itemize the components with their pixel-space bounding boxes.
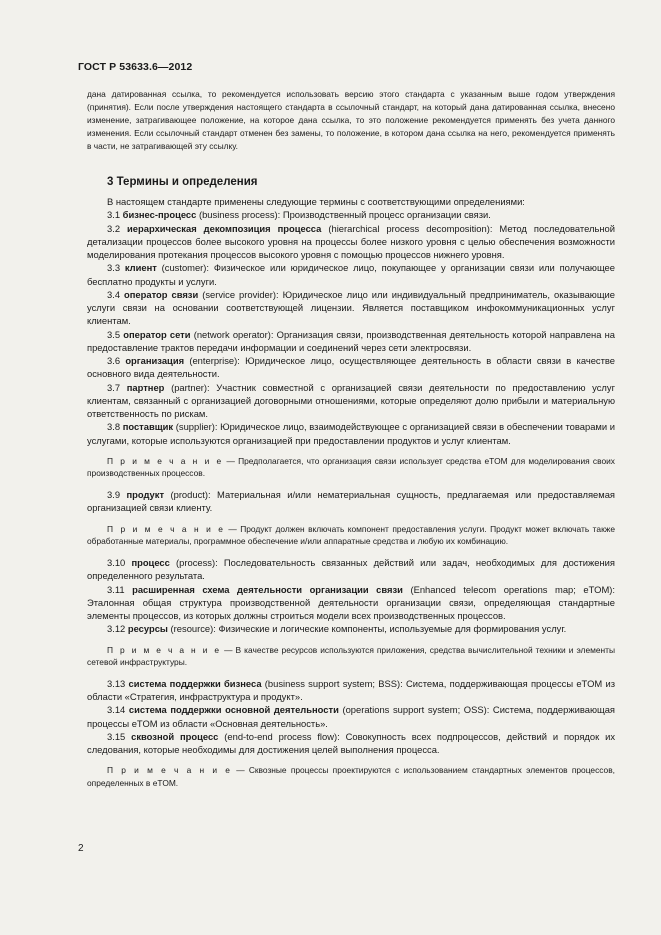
term-3-13: 3.13 система поддержки бизнеса (business support system; BSS): Система, поддерживающая процессы eTOM из области «Стратегия, инфраструктура и продукт».: [87, 677, 615, 703]
term-name: система поддержки основной деятельности: [128, 704, 339, 716]
term-name: бизнес-процесс: [122, 209, 197, 221]
term-name: партнер: [126, 381, 165, 393]
term-name: клиент: [124, 262, 157, 274]
document-body: [87, 80, 615, 798]
section-title: 3 Термины и определения: [107, 176, 258, 188]
term-3-2: 3.2 иерархическая декомпозиция процесса (hierarchical process decomposition): Метод последовательной детализации процессов более высокого уровня на процессы более низкого уровня с целью обеспечения возможности моделирования протекания процессов высокого уровня с помощью процессов нижнего уровня.: [87, 222, 615, 260]
term-name: организация: [125, 355, 185, 366]
section-intro: В настоящем стандарте применены следующие термины с соответствующими определениями:: [107, 196, 525, 207]
term-3-8: 3.8 поставщик (supplier): Юридическое лицо, взаимодействующее с организацией связи в обеспечении товарами и услугами, которые используются организацией при предоставлении продуктов и услуг клиентам.: [87, 421, 615, 446]
reference-paragraph: дана датированная ссылка, то рекомендуется использовать версию этого стандарта с указанным выше годом утверждения (принятия). Если после утверждения настоящего стандарта в ссылочный стандарт, на который дана датированная ссылка, внесено изменение, затрагивающее положение, на которое дана ссылка, то это положение рекомендуется применять без учета данного изменения. Если ссылочный стандарт отменен без замены, то положение, в котором дана ссылка на него, рекомендуется применять в части, не затрагивающей эту ссылку.: [87, 89, 615, 151]
term-name: продукт: [126, 489, 165, 501]
term-3-3: 3.3 клиент (customer): Физическое или юридическое лицо, покупающее у организации связи или получающее бесплатно продукты и услуги.: [87, 262, 615, 287]
term-name: сквозной процесс: [131, 730, 219, 742]
term-3-14: 3.14 система поддержки основной деятельности (operations support system; OSS): Система, поддерживающая процессы eTOM из области «Основная деятельность».: [87, 704, 615, 729]
term-3-10: 3.10 процесс (process): Последовательность связанных действий или задач, необходимых для достижения определенного результата.: [87, 557, 615, 582]
term-name: расширенная схема деятельности организации связи: [132, 583, 403, 595]
note-1: П р и м е ч а н и е — Предполагается, что организация связи использует средства eTOM для моделирования своих производственных процессов.: [87, 455, 615, 479]
term-name: ресурсы: [127, 623, 168, 635]
term-name: оператор связи: [124, 288, 199, 300]
page-number: 2: [78, 843, 84, 854]
document-header: ГОСТ Р 53633.6—2012: [78, 61, 193, 73]
term-name: иерархическая декомпозиция процесса: [127, 222, 322, 234]
term-3-4: 3.4 оператор связи (service provider): Юридическое лицо или индивидуальный предприниматель, оказывающие услуги связи на основании соответствующей лицензии. Является поставщиком инфокоммуникационных услуг клиентам.: [87, 288, 615, 327]
term-3-7: 3.7 партнер (partner): Участник совместной с организацией связи деятельности по предоставлению услуг клиентам, связанный с организацией договорными отношениями, которые определяют долю прибыли и материальную ответственность по рискам.: [87, 381, 615, 419]
term-3-1: 3.1 бизнес-процесс (business process): Производственный процесс организации связи.: [107, 209, 491, 221]
note-3: П р и м е ч а н и е — В качестве ресурсов используются приложения, средства вычислительной техники и элементы сетевой инфраструктуры.: [87, 644, 615, 668]
note-2: П р и м е ч а н и е — Продукт должен включать компонент предоставления услуги. Продукт может включать также обработанные материалы, программное обеспечение и/или аппаратные средства и любую их комбинацию.: [87, 523, 615, 547]
term-name: оператор сети: [123, 328, 191, 340]
note-4: П р и м е ч а н и е — Сквозные процессы проектируются с использованием стандартных элементов процессов, определенных в eTOM.: [87, 765, 615, 789]
term-3-11: 3.11 расширенная схема деятельности организации связи (Enhanced telecom operations map; eTOM): Эталонная общая структура производственной деятельности организации связи, определяющая стандартные элементы процессов, из которых должны строиться модели всех производственных процессов.: [87, 583, 615, 622]
term-3-12: 3.12 ресурсы (resource): Физические и логические компоненты, используемые для формирования услуг.: [107, 623, 567, 635]
term-3-9: 3.9 продукт (product): Материальная и/или нематериальная сущность, предлагаемая или предоставляемая организацией связи клиенту.: [87, 489, 616, 514]
term-name: процесс: [131, 557, 170, 569]
term-3-15: 3.15 сквозной процесс (end-to-end process flow): Совокупность всех подпроцессов, действий и порядок их следования, которые необходимы для достижения целей выполнения процесса.: [87, 730, 616, 756]
term-3-5: 3.5 оператор сети (network operator): Организация связи, производственная деятельность которой направлена на предоставление трактов передачи информации и соединений через сети электросвязи.: [87, 328, 616, 353]
term-3-6: 3.6 организация (enterprise): Юридическое лицо, осуществляющее деятельность в области связи в качестве основного вида деятельности.: [87, 355, 615, 380]
term-name: поставщик: [122, 421, 174, 433]
term-name: система поддержки бизнеса: [128, 677, 262, 689]
